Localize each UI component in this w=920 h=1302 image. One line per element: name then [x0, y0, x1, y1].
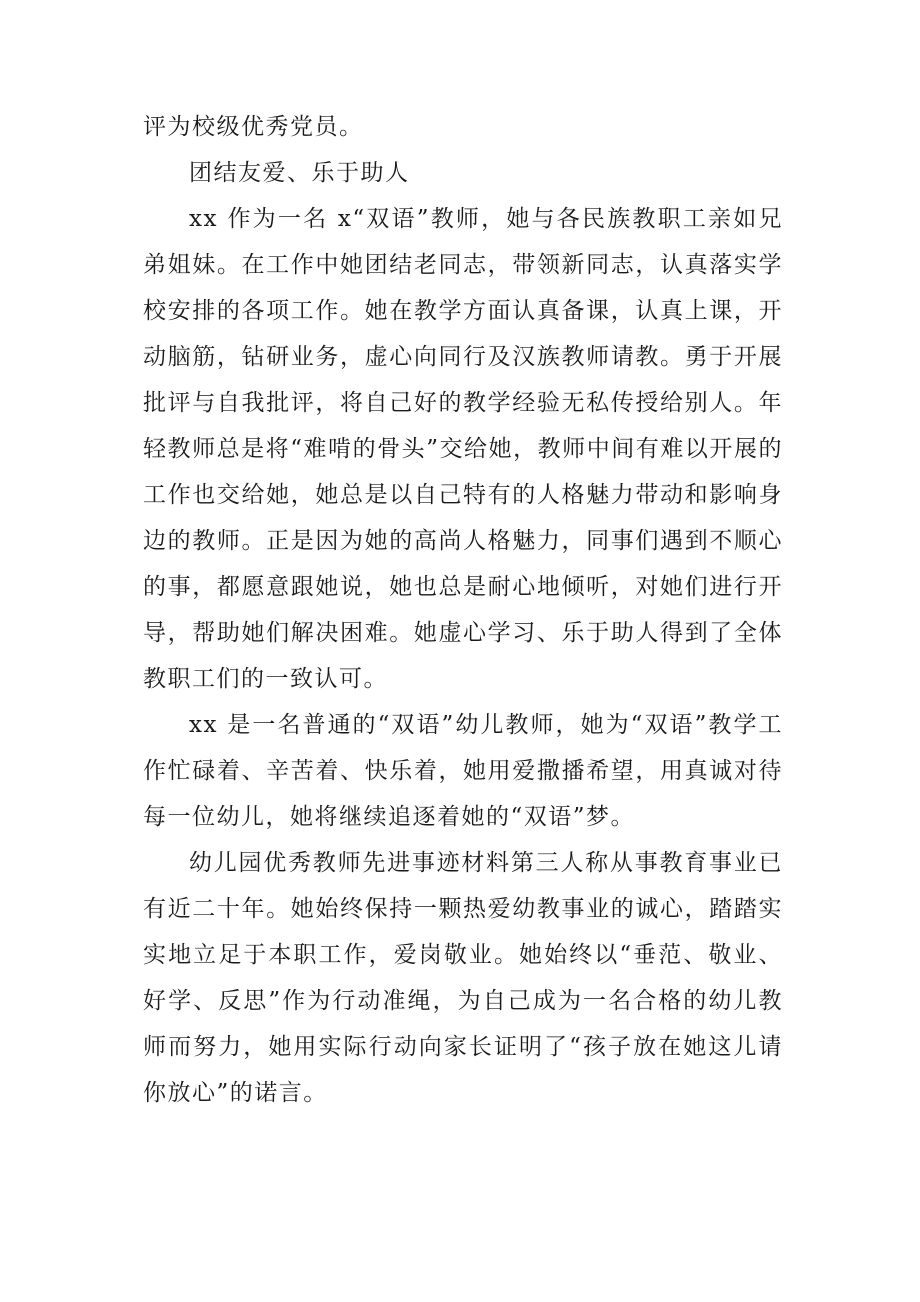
paragraph-colleagues: xx 作为一名 x“双语”教师，她与各民族教职工亲如兄弟姐妹。在工作中她团结老同志，带领新同志，认真落实学校安排的各项工作。她在教学方面认真备课，认真上课，开动脑筋，钻研业务，虚心向同行及汉族教师请教。勇于开展批评与自我批评，将自己好的教学经验无私传授给别人。年轻教师总是将“难啃的骨头”交给她，教师中间有难以开展的工作也交给她，她总是以自己特有的人格魅力带动和影响身边的教师。正是因为她的高尚人格魅力，同事们遇到不顺心的事，都愿意跟她说，她也总是耐心地倾听，对她们进行开导，帮助她们解决困难。她虚心学习、乐于助人得到了全体教职工们的一致认可。 [143, 206, 783, 692]
paragraph-continuation: 评为校级优秀党员。 [143, 114, 364, 140]
paragraph-kindergarten-teacher: 幼儿园优秀教师先进事迹材料第三人称从事教育事业已有近二十年。她始终保持一颗热爱幼教事业的诚心，踏踏实实地立足于本职工作，爱岗敬业。她始终以“垂范、敬业、好学、反思”作为行动准绳，为自己成为一名合格的幼儿教师而努力，她用实际行动向家长证明了“孩子放在她这儿请你放心”的诺言。 [143, 850, 783, 1106]
section-heading: 团结友爱、乐于助人 [189, 160, 410, 186]
document-body [143, 104, 783, 1116]
paragraph-bilingual-teacher: xx 是一名普通的“双语”幼儿教师，她为“双语”教学工作忙碌着、辛苦着、快乐着，她用爱撒播希望，用真诚对待每一位幼儿，她将继续追逐着她的“双语”梦。 [143, 712, 783, 830]
